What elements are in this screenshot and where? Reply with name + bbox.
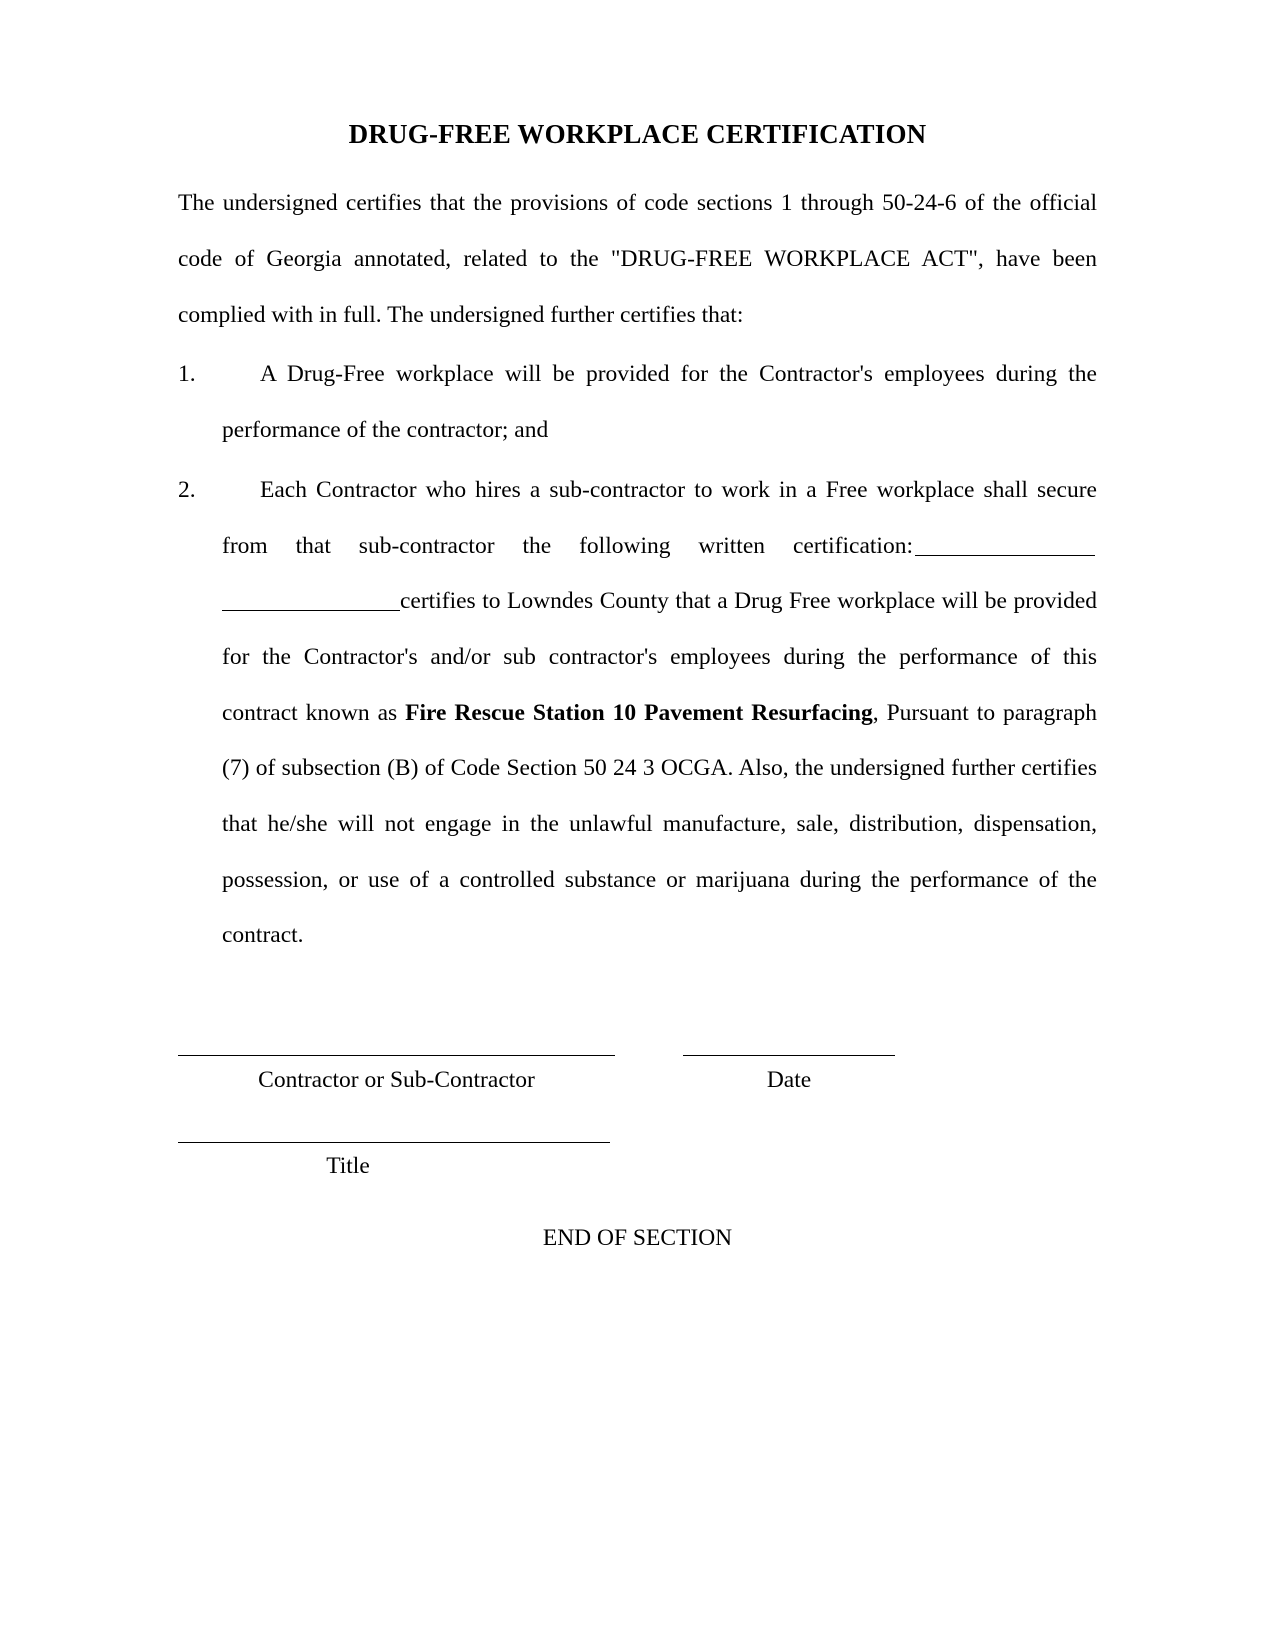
list-item-2 [178,463,1097,964]
list-item-2-number: 2. [178,476,196,503]
date-field[interactable] [683,1055,895,1095]
project-name: Fire Rescue Station 10 Pavement Resurfacing [405,699,873,726]
signature-row [178,1055,1098,1095]
list-item-2-continued: certifies to Lowndes County that a Drug Free workplace will be provided for the Contractor's and/or sub contractor's employees during the performance of this contract known as [222,588,1097,726]
list-item-1 [178,347,1097,458]
intro-paragraph: The undersigned certifies that the provisions of code sections 1 through 50-24-6 of the official code of Georgia annotated, related to the "DRUG-FREE WORKPLACE ACT", have been complied with in full. The undersigned further certifies that: [178,190,1097,328]
title-label: Title [326,1153,370,1180]
title-field[interactable] [178,1142,1098,1180]
contractor-signature-label: Contractor or Sub-Contractor [258,1067,535,1093]
certification-blank-1[interactable] [915,555,1095,556]
signature-area [178,1055,1098,1180]
list-item-2-tail: , Pursuant to paragraph (7) of subsection (B) of Code Section 50 24 3 OCGA. Also, the undersigned further certifies that he/she will not engage in the unlawful manufacture, sale, distribution, dispensation, possession, or use of a controlled substance or marijuana during the performance of the contract. [222,699,1097,949]
list-item-2-text [222,463,1097,964]
page-title: DRUG-FREE WORKPLACE CERTIFICATION [348,119,927,149]
date-label: Date [766,1067,812,1093]
contractor-signature-field[interactable] [178,1055,615,1095]
end-of-section-label: END OF SECTION [542,1225,733,1251]
list-item-1-text: A Drug-Free workplace will be provided for the Contractor's employees during the performance of the contractor; and [222,361,1097,444]
certification-blank-2[interactable] [222,610,400,611]
list-item-1-number: 1. [178,361,196,388]
list-item-2-lead: Each Contractor who hires a sub-contractor to work in a Free workplace shall secure from that sub-contractor the following written certification: [222,476,1097,559]
